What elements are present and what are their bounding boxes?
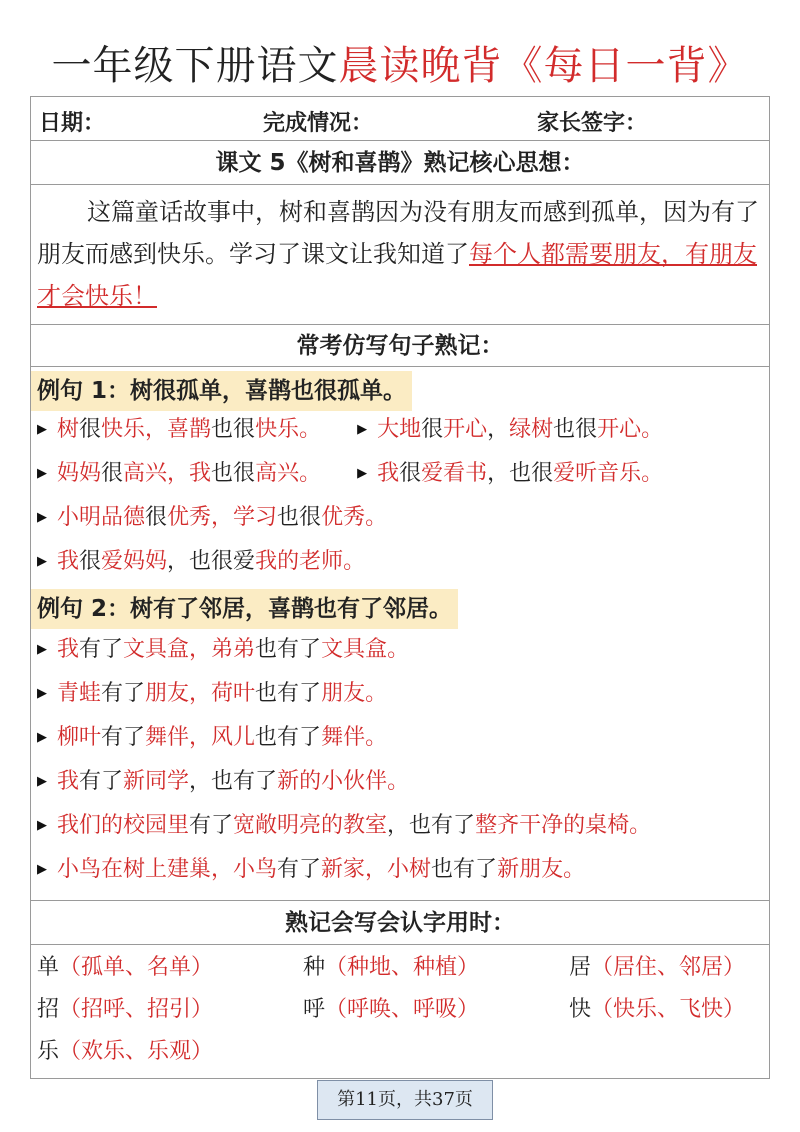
char-item: 招（招呼、招引） [37,997,214,1022]
para-plain: 这篇童话故事中，树和喜鹊因为没有朋友而感到孤单，因为有了朋友而感到快乐。学习了课文让我知道了 [37,198,759,268]
char-item: 居（居住、邻居） [569,955,746,980]
bullet-icon: ▶ [37,862,47,877]
sentence-line: ▶ 我们的校园里有了宽敞明亮的教室，也有了整齐干净的桌椅。 [37,811,651,841]
char-item: 呼（呼唤、呼吸） [303,997,480,1022]
example2-label: 例句 2：树有了邻居，喜鹊也有了邻居。 [31,589,458,629]
status-label: 完成情况： [263,111,374,136]
section3-body [31,945,769,1079]
bullet-icon: ▶ [357,422,368,437]
bullet-icon: ▶ [37,466,47,481]
page-number: 第11页，共37页 [317,1080,493,1120]
example1-label: 例句 1：树很孤单，喜鹊也很孤单。 [31,371,412,411]
bullet-icon: ▶ [37,642,47,657]
bullet-icon: ▶ [37,818,47,833]
para-red: 每个人都需要朋友，有朋友才会快乐！ [37,240,757,310]
char-item: 快（快乐、飞快） [569,997,746,1022]
section2-heading: 常考仿写句子熟记： [31,325,769,367]
worksheet-frame [30,96,770,1079]
bullet-icon: ▶ [37,686,47,701]
char-item: 种（种地、种植） [303,955,480,980]
bullet-icon: ▶ [37,510,47,525]
signature-label: 家长签字： [537,111,648,136]
bullet-icon: ▶ [37,554,47,569]
bullet-icon: ▶ [37,422,47,437]
bullet-icon: ▶ [37,774,47,789]
title-black: 一年级下册语文 [51,43,339,89]
date-label: 日期： [39,111,106,136]
section1-heading: 课文 5《树和喜鹊》熟记核心思想： [31,141,769,185]
section3-heading: 熟记会写会认字用时： [31,901,769,945]
sentence-line: ▶ 我有了新同学，也有了新的小伙伴。 [37,767,409,797]
sentence-line: ▶ 树很快乐，喜鹊也很快乐。 ▶ 大地很开心，绿树也很开心。 [37,415,663,445]
sentence-line: ▶ 小鸟在树上建巢，小鸟有了新家，小树也有了新朋友。 [37,855,585,885]
header-row [31,97,769,141]
sentence-line: ▶ 妈妈很高兴，我也很高兴。 ▶ 我很爱看书，也很爱听音乐。 [37,459,663,489]
sentence-line: ▶ 柳叶有了舞伴，风儿也有了舞伴。 [37,723,387,753]
sentence-line: ▶ 我有了文具盒，弟弟也有了文具盒。 [37,635,409,665]
sentence-line: ▶ 小明品德很优秀，学习也很优秀。 [37,503,387,533]
char-item: 单（孤单、名单） [37,955,214,980]
bullet-icon: ▶ [357,466,368,481]
page-title [0,40,800,92]
section2-body [31,367,769,901]
char-item: 乐（欢乐、乐观） [37,1039,214,1064]
title-red: 晨读晚背《每日一背》 [338,43,749,89]
sentence-line: ▶ 青蛙有了朋友，荷叶也有了朋友。 [37,679,387,709]
bullet-icon: ▶ [37,730,47,745]
sentence-line: ▶ 我很爱妈妈，也很爱我的老师。 [37,547,365,577]
section1-paragraph [31,185,769,325]
